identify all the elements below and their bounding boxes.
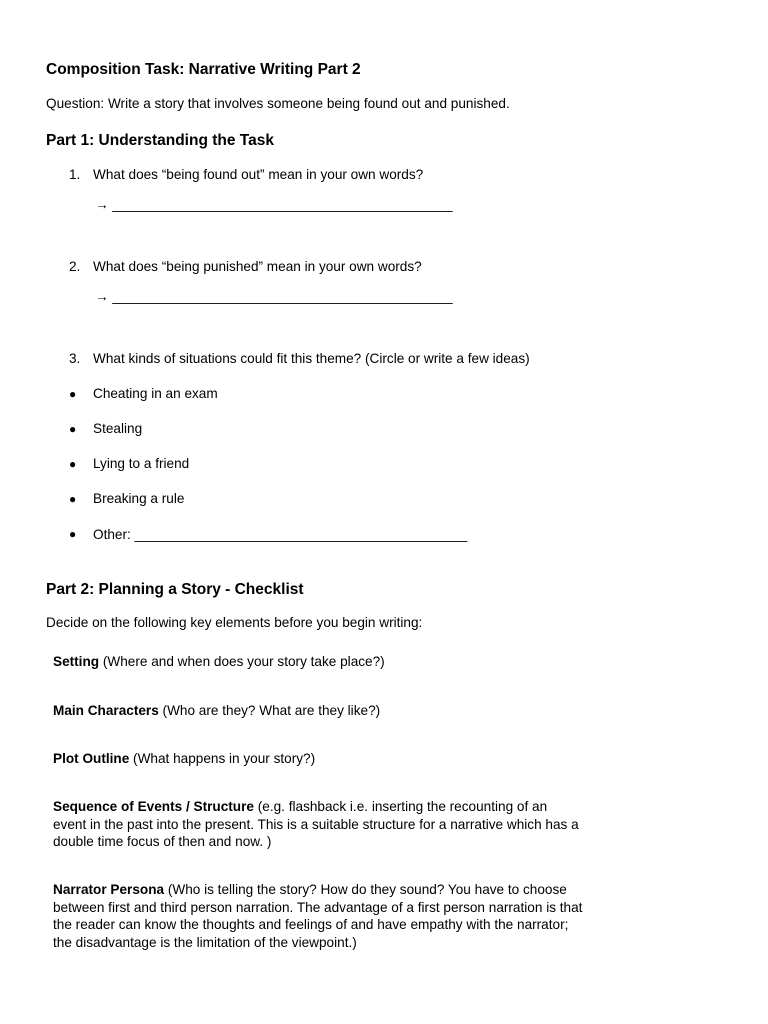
idea-item-breaking-rule[interactable]: Breaking a rule [93,491,185,506]
idea-item-cheating[interactable]: Cheating in an exam [93,386,218,401]
checklist-label: Sequence of Events / Structure [53,799,254,814]
bullet-icon: ● [69,422,77,436]
part1-heading: Part 1: Understanding the Task [46,132,274,149]
idea-item-other[interactable]: Other: ____________________________________________ [93,527,468,542]
question-2-number: 2. [69,259,81,274]
checklist-item-narrator-persona [53,881,583,951]
checklist-label: Setting [53,654,100,669]
question-2-text: What does “being punished” mean in your own words? [93,259,422,274]
question-2-answer-line[interactable]: → _____________________________________________ [95,289,453,304]
bullet-icon: ● [69,457,77,471]
bullet-icon: ● [69,492,77,506]
checklist-description: (Where and when does your story take place?) [99,654,385,669]
idea-item-lying[interactable]: Lying to a friend [93,456,190,471]
question-1-text: What does “being found out” mean in your own words? [93,167,424,182]
question-1-number: 1. [69,167,81,182]
bullet-icon: ● [69,527,77,541]
checklist-label: Narrator Persona [53,882,165,897]
idea-item-stealing[interactable]: Stealing [93,421,143,436]
question-1-answer-line[interactable]: → _____________________________________________ [95,197,453,212]
checklist-item-sequence-of-events [53,798,583,851]
checklist-label: Plot Outline [53,751,130,766]
checklist-item-setting [53,653,583,671]
question-text: Question: Write a story that involves someone being found out and punished. [46,96,510,111]
checklist-item-main-characters [53,702,583,720]
checklist-description: (e.g. flashback i.e. inserting the recounting of an event in the past into the present. This is a suitable structure for a narrative which has a double time focus of then and now. ) [53,799,579,850]
checklist-item-plot-outline [53,750,583,768]
checklist-description: (Who is telling the story? How do they sound? You have to choose between first and third person narration. The advantage of a first person narration is that the reader can know the thoughts and feelings of and have empathy with the narrator; the disadvantage is the limitation of the viewpoint.) [53,882,583,950]
page-title: Composition Task: Narrative Writing Part 2 [46,61,361,78]
checklist-description: (Who are they? What are they like?) [158,703,381,718]
bullet-icon: ● [69,387,77,401]
question-3-number: 3. [69,351,81,366]
checklist-label: Main Characters [53,703,159,718]
part2-intro: Decide on the following key elements before you begin writing: [46,615,423,630]
part2-heading: Part 2: Planning a Story - Checklist [46,581,304,598]
checklist-description: (What happens in your story?) [129,751,316,766]
question-3-text: What kinds of situations could fit this theme? (Circle or write a few ideas) [93,351,530,366]
